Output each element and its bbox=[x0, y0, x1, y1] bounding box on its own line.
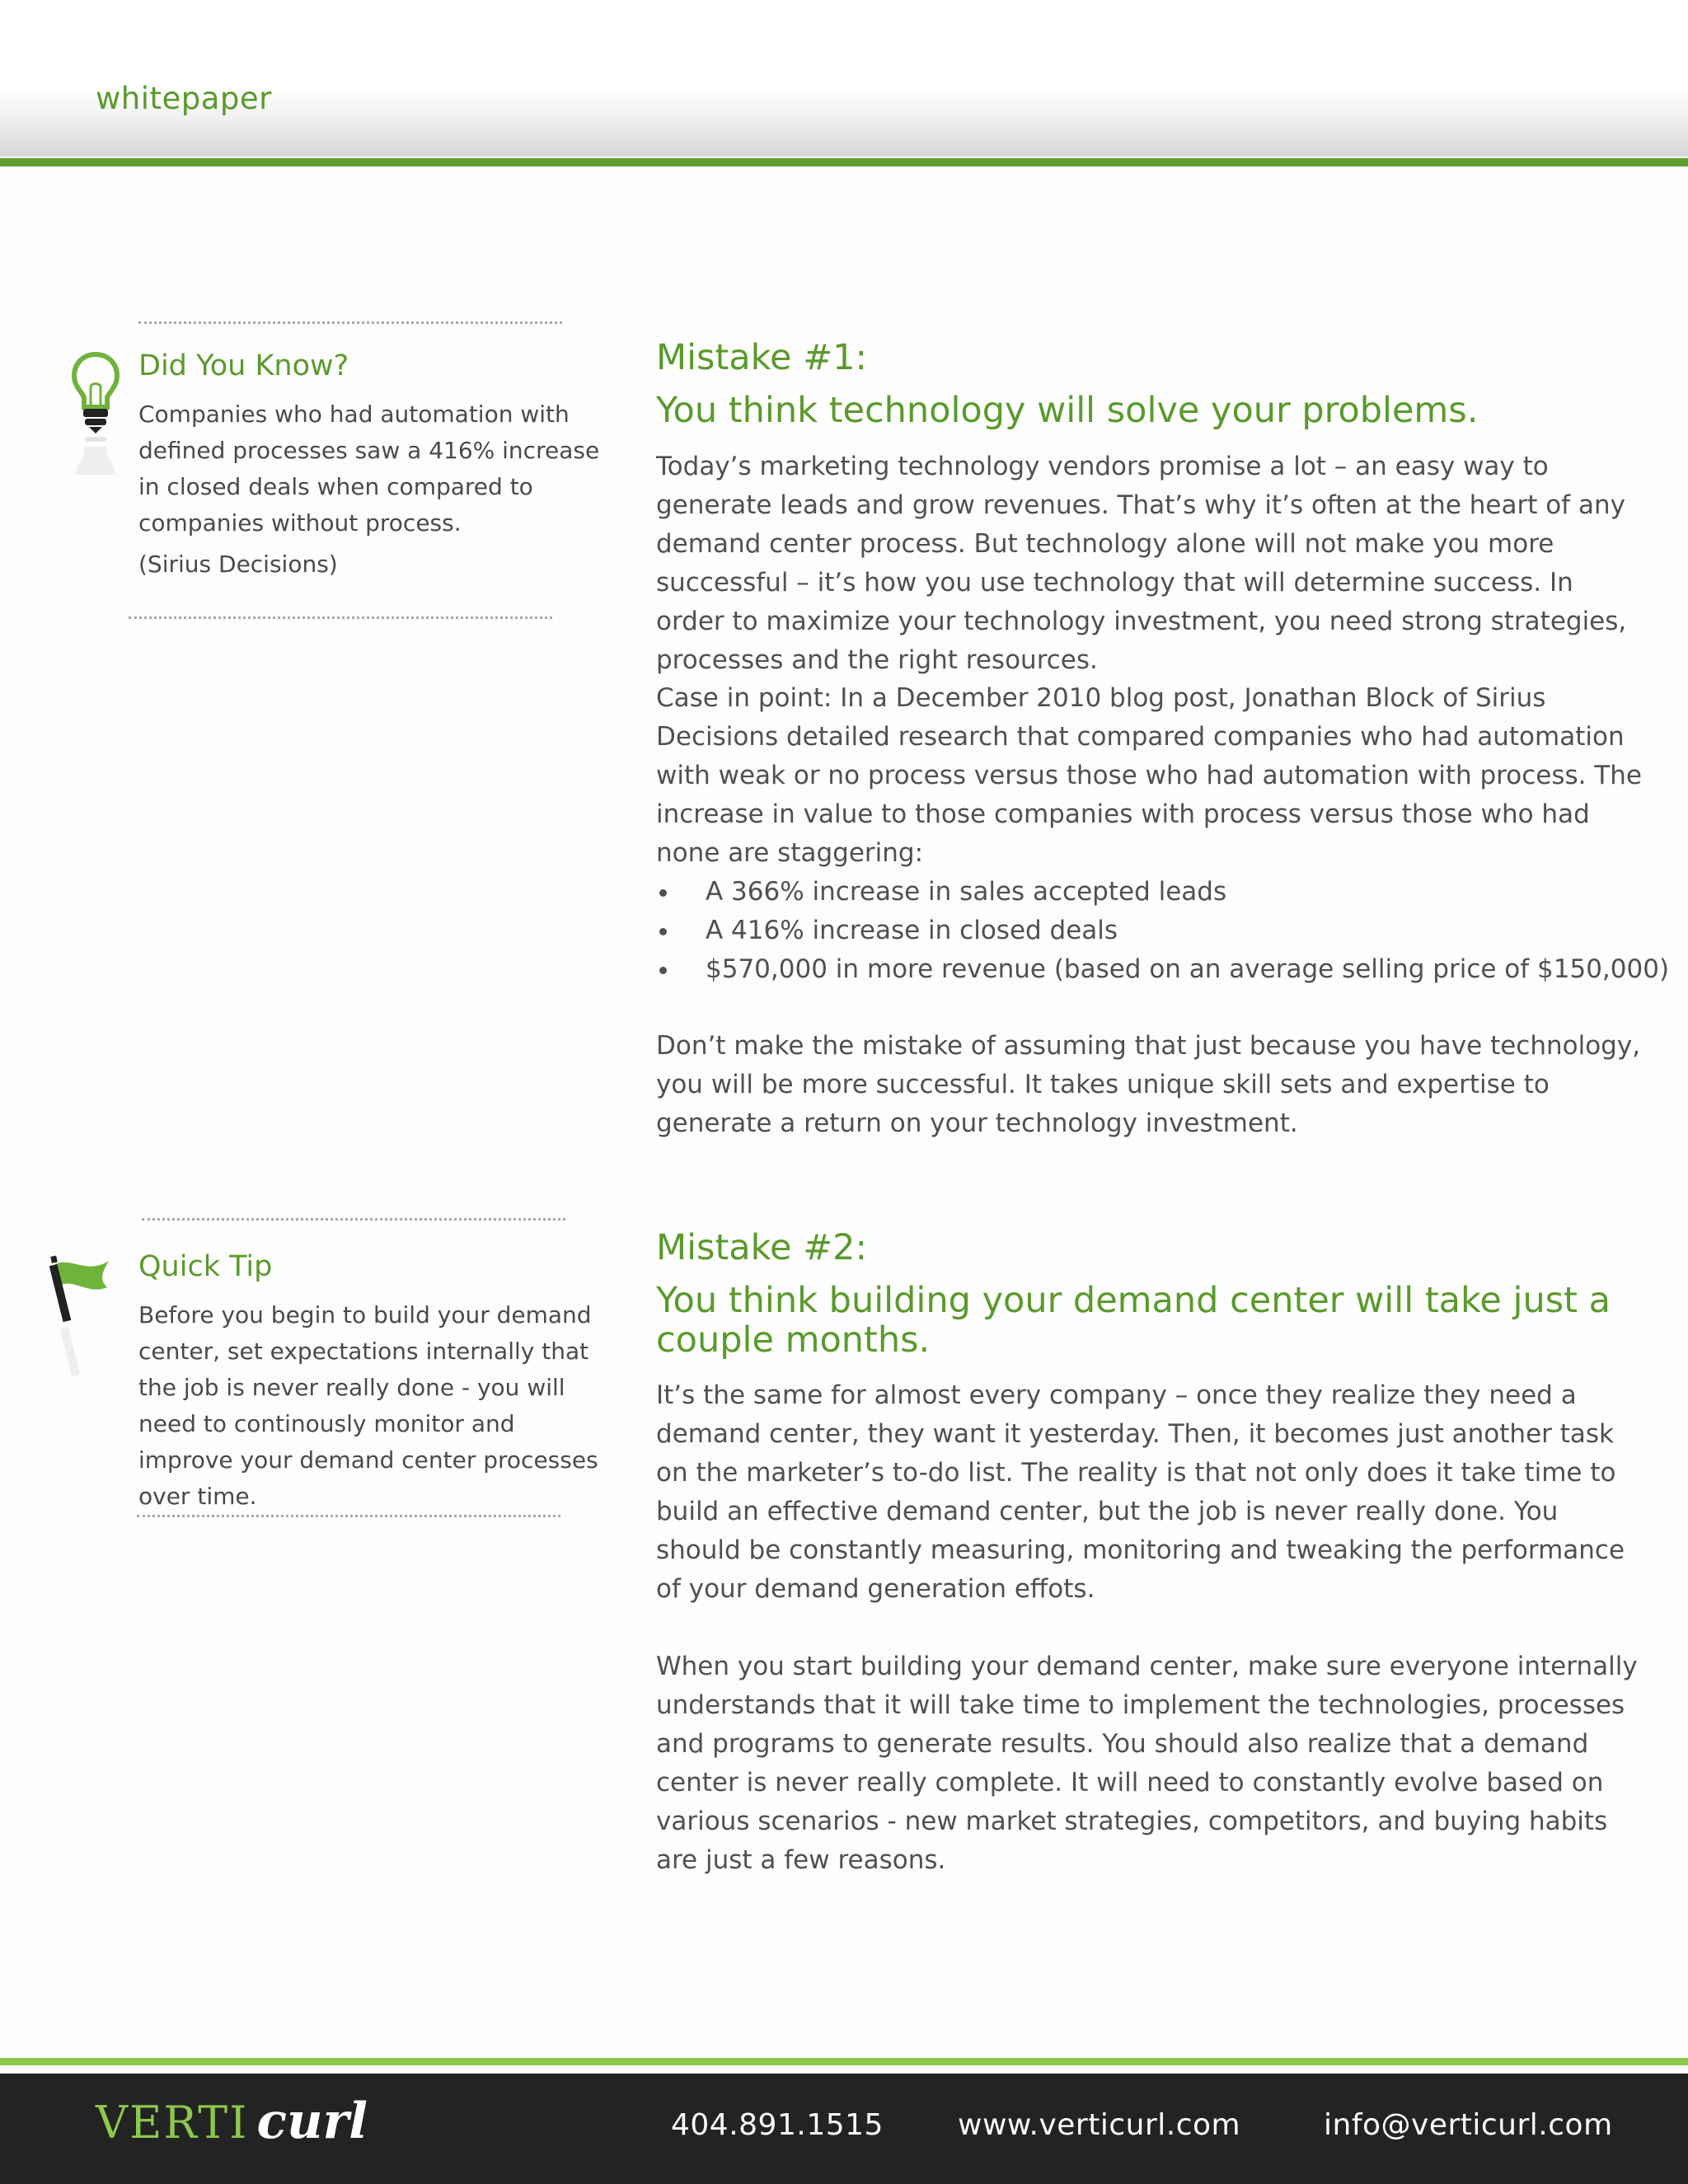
logo-curl-text: curl bbox=[256, 2093, 368, 2150]
did-you-know-title: Did You Know? bbox=[138, 349, 349, 382]
mistake-2-headline: You think building your demand center will take just a couple months. bbox=[656, 1280, 1611, 1361]
list-item: A 416% increase in closed deals bbox=[656, 912, 1669, 950]
dotted-divider bbox=[138, 321, 562, 324]
mistake-1-label: Mistake #1: bbox=[656, 337, 868, 378]
page-header bbox=[0, 0, 1688, 157]
dotted-divider bbox=[137, 1515, 560, 1517]
logo-verti-text: VERTI bbox=[96, 2097, 249, 2149]
quick-tip-title: Quick Tip bbox=[138, 1250, 273, 1283]
footer-phone: 404.891.1515 bbox=[671, 2108, 884, 2142]
dotted-divider bbox=[142, 1218, 565, 1221]
mistake-1-paragraph: Don’t make the mistake of assuming that just because you have technology, you will be more successful. It takes unique skill sets and expertise to generate a return on your technology investment. bbox=[656, 1031, 1641, 1138]
dotted-divider bbox=[129, 616, 552, 619]
footer-divider bbox=[0, 2058, 1688, 2065]
footer-email-link[interactable]: info@verticurl.com bbox=[1324, 2108, 1613, 2142]
mistake-1-headline: You think technology will solve your problems. bbox=[656, 390, 1479, 431]
mistake-1-paragraph: Today’s marketing technology vendors promise a lot – an easy way to generate leads and grow revenues. That’s why it’s often at the heart of any demand center process. But technology alone will not make you more successful – it’s how you use technology that will determine success. In order to maximize your technology investment, you need strong strategies, processes and the right resources. bbox=[656, 452, 1627, 675]
mistake-1-paragraph: Case in point: In a December 2010 blog post, Jonathan Block of Sirius Decisions detailed research that compared companies who had automation with weak or no process versus those who had automation with process. The increase in value to those companies with process versus those who had none are staggering: bbox=[656, 683, 1642, 868]
quick-tip-body: Before you begin to build your demand center, set expectations internally that the job is never really done - you will need to continously monitor and improve your demand center processes over time. bbox=[138, 1301, 598, 1510]
flag-icon bbox=[45, 1248, 114, 1380]
footer-website-link[interactable]: www.verticurl.com bbox=[958, 2108, 1241, 2142]
did-you-know-source: (Sirius Decisions) bbox=[138, 551, 338, 578]
list-item: $570,000 in more revenue (based on an average selling price of $150,000) bbox=[656, 950, 1669, 989]
header-divider bbox=[0, 158, 1688, 166]
mistake-2-paragraph: It’s the same for almost every company – once they realize they need a demand center, they want it yesterday. Then, it becomes just another task on the marketer’s to-do list. The reality is that not only does it take time to build an effective demand center, but the job is never really done. You should be constantly measuring, monitoring and tweaking the performance of your demand generation effots. bbox=[656, 1380, 1625, 1604]
statistics-list bbox=[656, 873, 1669, 989]
lightbulb-icon bbox=[69, 351, 122, 478]
did-you-know-body: Companies who had automation with defined processes saw a 416% increase in closed deals when compared to companies without process. bbox=[138, 401, 600, 537]
header-label: whitepaper bbox=[96, 81, 272, 116]
mistake-2-paragraph: When you start building your demand center, make sure everyone internally understands that it will take time to implement the technologies, processes and programs to generate results. You should also realize that a demand center is never really complete. It will need to constantly evolve based on various scenarios - new market strategies, competitors, and buying habits are just a few reasons. bbox=[656, 1652, 1638, 1875]
mistake-2-label: Mistake #2: bbox=[656, 1227, 868, 1268]
list-item: A 366% increase in sales accepted leads bbox=[656, 873, 1669, 912]
verticurl-logo bbox=[96, 2093, 368, 2158]
